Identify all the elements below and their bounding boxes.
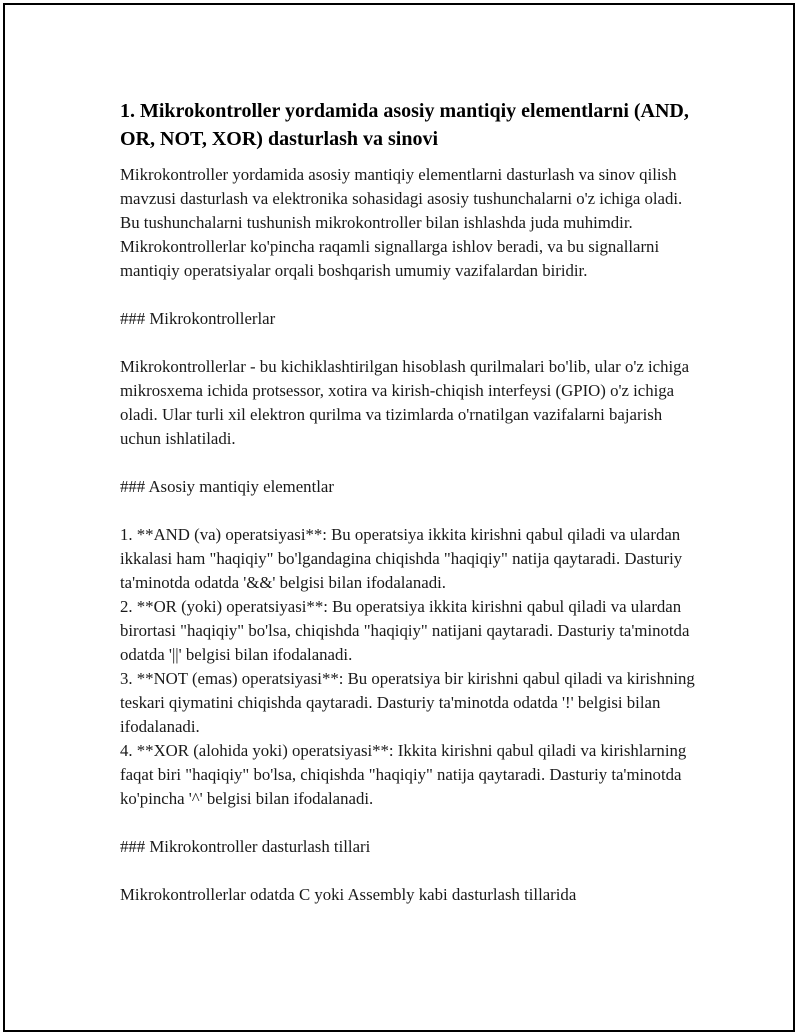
document-body: Mikrokontroller yordamida asosiy mantiqiy elementlarni dasturlash va sinov qilish mavzusi dasturlash va elektronika sohasidagi asosiy tushunchalarni o'z ichiga oladi. Bu tushunchalarni tushunish mikrokontroller bilan ishlashda juda muhimdir. Mikrokontrollerlar ko'pincha raqamli signallarga ishlov beradi, va bu signallarni mantiqiy operatsiyalar orqali boshqarish umumiy vazifalardan biridir. ### Mikrokontrollerlar Mikrokontrollerlar - bu kichiklashtirilgan hisoblash qurilmalari bo'lib, ular o'z ichiga mikrosxema ichida protsessor, xotira va kirish-chiqish interfeysi (GPIO) o'z ichiga oladi. Ular turli xil elektron qurilma va tizimlarda o'rnatilgan vazifalarni bajarish uchun ishlatiladi. ### Asosiy mantiqiy elementlar 1. **AND (va) operatsiyasi**: Bu operatsiya ikkita kirishni qabul qiladi va ulardan ikkalasi ham "haqiqiy" bo'lgandagina chiqishda "haqiqiy" natija qaytaradi. Dasturiy ta'minotda odatda '&&' belgisi bilan ifodalanadi. 2. **OR (yoki) operatsiyasi**: Bu operatsiya ikkita kirishni qabul qiladi va ulardan birortasi "haqiqiy" bo'lsa, chiqishda "haqiqiy" natijani qaytaradi. Dasturiy ta'minotda odatda '||' belgisi bilan ifodalanadi. 3. **NOT (emas) operatsiyasi**: Bu operatsiya bir kirishni qabul qiladi va kirishning teskari qiymatini chiqishda qaytaradi. Dasturiy ta'minotda odatda '!' belgisi bilan ifodalanadi. 4. **XOR (alohida yoki) operatsiyasi**: Ikkita kirishni qabul qiladi va kirishlarning faqat biri "haqiqiy" bo'lsa, chiqishda "haqiqiy" natija qaytaradi. Dasturiy ta'minotda ko'pincha '^' belgisi bilan ifodalanadi. ### Mikrokontroller dasturlash tillari Mikrokontrollerlar odatda C yoki Assembly kabi dasturlash tillarida	[120, 165, 695, 904]
document-title: 1. Mikrokontroller yordamida asosiy mantiqiy elementlarni (AND, OR, NOT, XOR) dasturlash va sinovi	[120, 100, 689, 150]
document-content	[120, 97, 700, 907]
page-frame	[3, 3, 795, 1032]
